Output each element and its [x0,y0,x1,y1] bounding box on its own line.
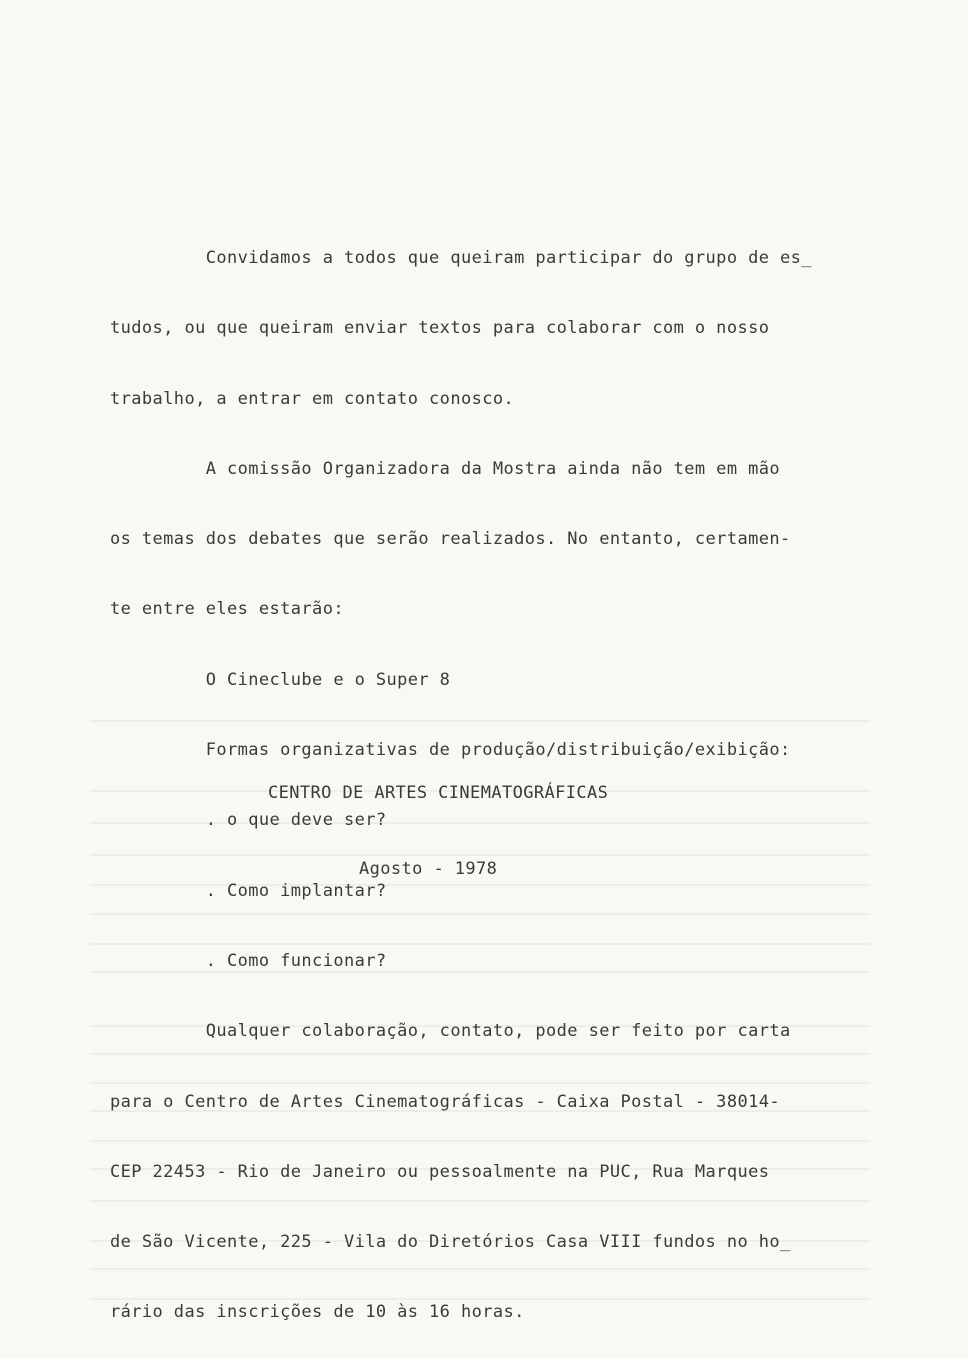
signature-block [0,735,968,927]
text-line: CEP 22453 - Rio de Janeiro ou pessoalmente na PUC, Rua Marques [110,1161,770,1182]
text-line: . o que deve ser? [110,810,387,831]
text-line: A comissão Organizadora da Mostra ainda não tem em mão [110,458,780,479]
text-line: . Como implantar? [110,880,387,901]
text-line: Formas organizativas de produção/distribuição/exibição: [110,740,791,761]
text-line: para o Centro de Artes Cinematográficas - Caixa Postal - 38014- [110,1091,780,1112]
document-date: Agosto - 1978 [359,859,498,879]
text-line: Convidamos a todos que queiram participar do grupo de es_ [110,248,812,268]
text-line: tudos, ou que queiram enviar textos para colaborar com o nosso [110,318,770,339]
text-line: . Como funcionar? [110,950,387,971]
text-line: te entre eles estarão: [110,599,344,620]
text-line: trabalho, a entrar em contato conosco. [110,388,515,409]
text-line: Qualquer colaboração, contato, pode ser feito por carta [110,1021,791,1042]
text-line: de São Vicente, 225 - Vila do Diretórios Casa VIII fundos no ho_ [110,1232,791,1253]
text-line: rário das inscrições de 10 às 16 horas. [110,1302,525,1323]
text-line: os temas dos debates que serão realizados. No entanto, certamen- [110,529,791,550]
text-line: O Cineclube e o Super 8 [110,669,451,690]
organization-name: CENTRO DE ARTES CINEMATOGRÁFICAS [268,783,609,803]
